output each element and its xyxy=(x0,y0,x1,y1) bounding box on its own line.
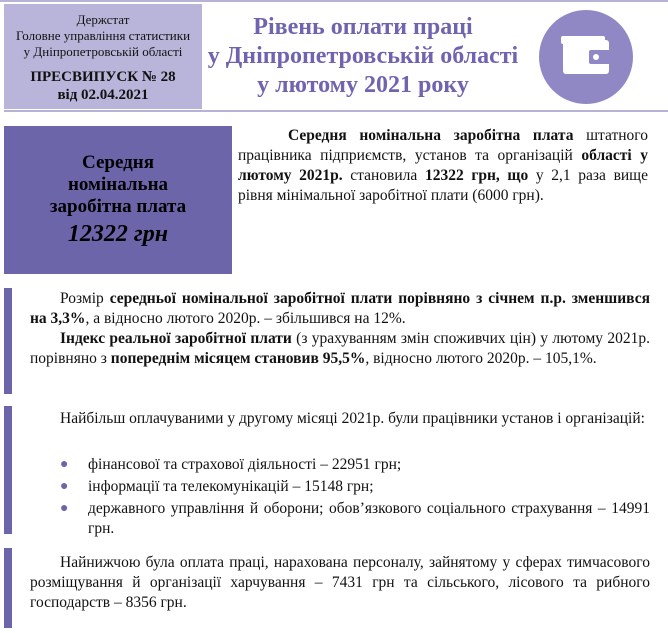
intro-paragraph xyxy=(238,126,648,206)
wallet-icon xyxy=(539,10,633,104)
title-line-1: Рівень оплати праці xyxy=(253,14,473,40)
list-item-text: інформації та телекомунікацій – 15148 грн; xyxy=(88,478,374,495)
bullet-icon: ● xyxy=(60,479,69,494)
list-item xyxy=(60,499,650,539)
list-item xyxy=(60,455,650,475)
org-line-3: у Дніпропетровській області xyxy=(23,44,183,59)
lowest-paid-text: Найнижчою була оплата праці, нарахована персоналу, зайнятому у сферах тимчасового розміщування й організації харчування – 7431 грн та сільського, лісового та рибного господарств – 8356 грн. xyxy=(30,554,650,611)
bullet-icon: ● xyxy=(60,501,69,516)
header-divider xyxy=(4,110,668,112)
title-line-2: у Дніпропетровській області xyxy=(207,43,519,69)
average-wage-highlight xyxy=(4,126,232,274)
section-bar-1 xyxy=(4,288,12,394)
highest-paid-list xyxy=(60,455,650,541)
org-line-1: Держстат xyxy=(76,12,130,27)
page-title xyxy=(204,4,522,109)
intro-text-2: становила xyxy=(342,167,425,184)
section-bar-3 xyxy=(4,548,12,628)
para1-text-3: (з урахуванням змін споживчих цін) у лютому 2021р. порівняно з xyxy=(30,330,650,367)
intro-text-3: у 2,1 раза вище рівня мінімальної заробітної плати (6000 грн). xyxy=(238,167,648,204)
intro-bold-1: Середня номінальна заробітна плата xyxy=(288,127,574,144)
list-item-text: фінансової та страхової діяльності – 22951 грн; xyxy=(88,456,402,473)
wage-change-line xyxy=(30,289,650,329)
highlight-line-3: заробітна плата xyxy=(49,196,187,217)
list-item xyxy=(60,477,650,497)
para1-bold-1: середньої номінальної заробітної плати порівняно з січнем п.р. зменшився на 3,3% xyxy=(30,290,650,327)
title-line-3: у лютому 2021 року xyxy=(257,72,469,98)
real-wage-index-line xyxy=(30,329,650,369)
org-line-2: Головне управління статистики xyxy=(15,28,191,43)
highest-paid-intro: Найбільш оплачуваними у другому місяці 2021р. були працівники установ і організацій: xyxy=(60,410,645,427)
highlight-amount: 12322 грн xyxy=(67,221,169,247)
release-number: ПРЕСВИПУСК № 28 xyxy=(30,69,176,85)
para1-text-2: , а відносно лютого 2020р. – збільшився на 12%. xyxy=(85,310,406,327)
para1-bold-3: попереднім місяцем становив 95,5% xyxy=(110,350,366,367)
lowest-paid-paragraph xyxy=(30,553,650,613)
highlight-line-1: Середня xyxy=(82,152,154,173)
highlight-line-2: номінальна xyxy=(67,174,169,195)
para1-text-1: Розмір xyxy=(60,290,110,307)
highest-paid-paragraph xyxy=(30,409,650,429)
section-bar-2 xyxy=(4,406,12,534)
list-item-text: державного управління й оборони; обов’язкового соціального страхування – 14991 грн. xyxy=(88,500,650,537)
wage-change-paragraph xyxy=(30,289,650,369)
intro-text-1: штатного працівника підприємств, установ та організацій xyxy=(238,127,648,164)
bullet-icon: ● xyxy=(60,457,69,472)
intro-bold-2: області у лютому 2021р. xyxy=(238,147,648,184)
para1-text-4: , відносно лютого 2020р. – 105,1%. xyxy=(365,350,597,367)
intro-bold-3: 12322 грн, що xyxy=(424,167,529,184)
header-top-line xyxy=(0,0,668,2)
para1-bold-2: Індекс реальної заробітної плати xyxy=(60,330,292,347)
release-date: від 02.04.2021 xyxy=(57,87,149,103)
header-publisher-block xyxy=(4,4,202,109)
